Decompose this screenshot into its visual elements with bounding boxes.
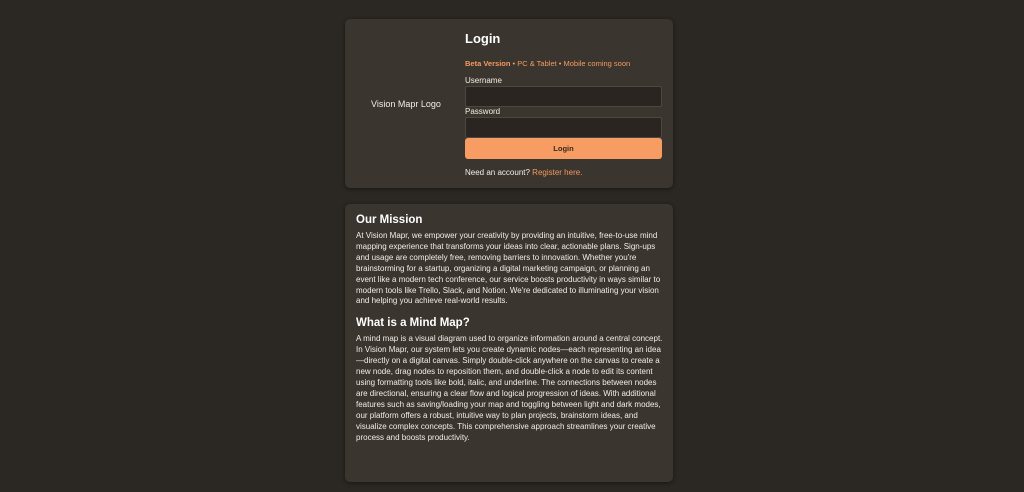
logo: Vision Mapr Logo (371, 99, 441, 109)
password-input[interactable] (465, 117, 662, 138)
register-prompt-text: Need an account? (465, 168, 530, 177)
register-prompt (465, 168, 582, 177)
mindmap-body: A mind map is a visual diagram used to organize information around a central concept. In Vision Mapr, our system lets you create dynamic nodes—each representing an idea—directly on a digital canvas. Simply double-click anywhere on the canvas to create a new node, drag nodes to reposition them, and double-click a node to edit its content using formatting tools like bold, italic, and underline. The connections between nodes are directional, ensuring a clear flow and logical progression of ideas. With additional features such as saving/loading your map and toggling between light and dark modes, our platform offers a robust, intuitive way to plan projects, brainstorm ideas, and visualize complex concepts. This comprehensive approach streamlines your creative process and boosts productivity. (356, 334, 663, 442)
register-link[interactable]: Register here. (532, 168, 583, 177)
password-label: Password (465, 107, 501, 116)
mission-body: At Vision Mapr, we empower your creativity by providing an intuitive, free-to-use mind mapping experience that transforms your ideas into clear, actionable plans. Sign-ups and usage are completely free, removing barriers to innovation. Whether you're brainstorming for a startup, organizing a digital marketing campaign, or planning an event like a modern tech conference, our service boosts productivity in ways similar to modern tools like Trello, Slack, and Notion. We're dedicated to illuminating your vision and helping you achieve real-world results. (356, 231, 661, 306)
logo-area (345, 19, 465, 188)
beta-label: Beta Version (465, 59, 511, 68)
login-title: Login (465, 31, 501, 46)
beta-platforms: • PC & Tablet • Mobile coming soon (510, 59, 631, 68)
login-card (345, 19, 673, 188)
info-card (345, 204, 673, 482)
mission-heading: Our Mission (356, 214, 423, 226)
login-button[interactable]: Login (465, 138, 662, 159)
mindmap-heading: What is a Mind Map? (356, 317, 470, 330)
username-input[interactable] (465, 86, 662, 107)
username-label: Username (465, 76, 502, 85)
beta-notice (465, 59, 630, 68)
